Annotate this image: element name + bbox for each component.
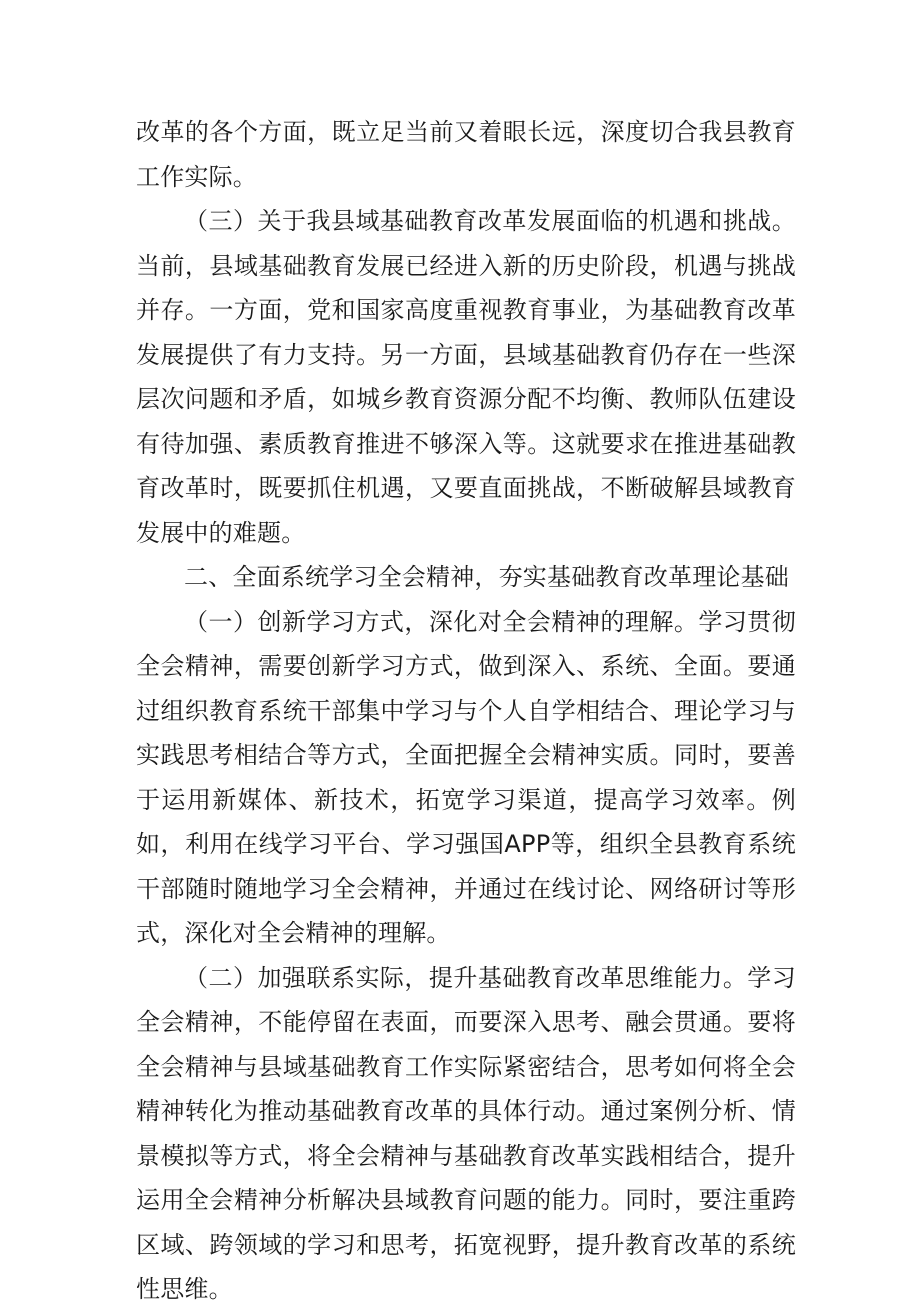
paragraph-continuation: 改革的各个方面，既立足当前又着眼长远，深度切合我县教育工作实际。 — [136, 118, 796, 191]
paragraph-section-1-3: （三）关于我县域基础教育改革发展面临的机遇和挑战。当前，县域基础教育发展已经进入新的历史阶段，机遇与挑战并存。一方面，党和国家高度重视教育事业，为基础教育改革发展提供了有力支持。另一方面，县域基础教育仍存在一些深层次问题和矛盾，如城乡教育资源分配不均衡、教师队伍建设有待加强、素质教育推进不够深入等。这就要求在推进基础教育改革时，既要抓住机遇，又要直面挑战，不断破解县域教育发展中的难题。 — [136, 207, 796, 547]
paragraph-section-2-1: （一）创新学习方式，深化对全会精神的理解。学习贯彻全会精神，需要创新学习方式，做到深入、系统、全面。要通过组织教育系统干部集中学习与个人自学相结合、理论学习与实践思考相结合等方式，全面把握全会精神实质。同时，要善于运用新媒体、新技术，拓宽学习渠道，提高学习效率。例如，利用在线学习平台、学习强国APP等，组织全县教育系统干部随时随地学习全会精神，并通过在线讨论、网络研讨等形式，深化对全会精神的理解。 — [136, 607, 796, 947]
document-body — [136, 110, 796, 1312]
paragraph-section-2-2: （二）加强联系实际，提升基础教育改革思维能力。学习全会精神，不能停留在表面，而要深入思考、融会贯通。要将全会精神与县域基础教育工作实际紧密结合，思考如何将全会精神转化为推动基础教育改革的具体行动。通过案例分析、情景模拟等方式，将全会精神与基础教育改革实践相结合，提升运用全会精神分析解决县域教育问题的能力。同时，要注重跨区域、跨领域的学习和思考，拓宽视野，提升教育改革的系统性思维。 — [136, 963, 796, 1303]
section-heading-2: 二、全面系统学习全会精神，夯实基础教育改革理论基础 — [184, 563, 789, 591]
